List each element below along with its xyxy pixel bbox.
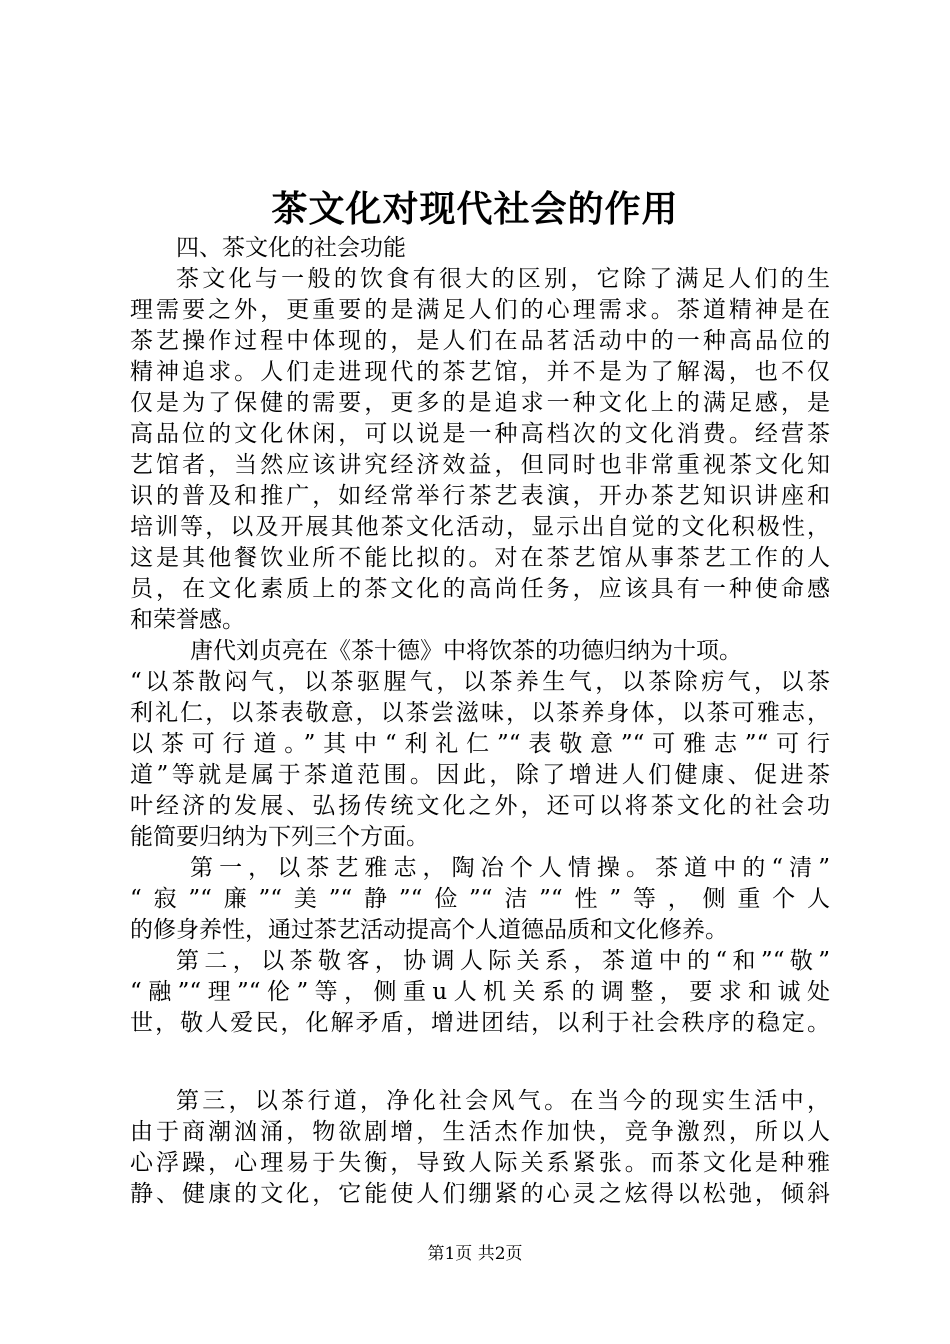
text-line: “融”“理”“伦”等，侧重u人机关系的调整，要求和诚处 [130, 979, 830, 1005]
text-line: 由于商潮汹涌，物欲剧增，生活杰作加快，竞争激烈，所以人 [130, 1119, 830, 1145]
blank-line [130, 1039, 830, 1086]
text-line: 利礼仁，以茶表敬意，以茶尝滋味，以茶养身体，以茶可雅志， [130, 700, 830, 726]
text-line: 第二，以茶敬客，协调人际关系，茶道中的“和”“敬” [176, 948, 830, 974]
document-body [130, 233, 830, 1210]
text-line: 第一，以茶艺雅志，陶冶个人情操。茶道中的“清” [190, 855, 830, 881]
text-line: 理需要之外，更重要的是满足人们的心理需求。茶道精神是在 [130, 297, 830, 323]
text-line: 道”等就是属于茶道范围。因此，除了增进人们健康、促进茶 [130, 762, 830, 788]
text-line: 和荣誉感。 [130, 607, 245, 633]
text-line: 精神追求。人们走进现代的茶艺馆，并不是为了解渴，也不仅 [130, 359, 830, 385]
section-heading: 四、茶文化的社会功能 [176, 235, 406, 261]
text-line: 识的普及和推广，如经常举行茶艺表演，开办茶艺知识讲座和 [130, 483, 830, 509]
text-line: 静、健康的文化，它能使人们绷紧的心灵之炫得以松弛，倾斜 [130, 1181, 830, 1207]
text-line: 的修身养性，通过茶艺活动提高个人道德品质和文化修养。 [130, 917, 728, 943]
text-line: 茶文化与一般的饮食有很大的区别，它除了满足人们的生 [176, 266, 830, 292]
text-line: 高品位的文化休闲，可以说是一种高档次的文化消费。经营茶 [130, 421, 830, 447]
text-line: 这是其他餐饮业所不能比拟的。对在茶艺馆从事茶艺工作的人 [130, 545, 830, 571]
text-line: “以茶散闷气，以茶驱腥气，以茶养生气，以茶除疠气，以茶 [130, 669, 830, 695]
text-line: 艺馆者，当然应该讲究经济效益，但同时也非常重视茶文化知 [130, 452, 830, 478]
text-line: 茶艺操作过程中体现的，是人们在品茗活动中的一种高品位的 [130, 328, 830, 354]
text-line: 叶经济的发展、弘扬传统文化之外，还可以将茶文化的社会功 [130, 793, 830, 819]
text-line: “寂”“廉”“美”“静”“俭”“洁”“性”等，侧重个人 [130, 886, 830, 912]
text-line: 仅是为了保健的需要，更多的是追求一种文化上的满足感，是 [130, 390, 830, 416]
text-line: 心浮躁，心理易于失衡，导致人际关系紧张。而茶文化是种雅 [130, 1150, 830, 1176]
document-title: 茶文化对现代社会的作用 [271, 188, 679, 230]
text-line: 培训等，以及开展其他茶文化活动，显示出自觉的文化积极性， [130, 514, 830, 540]
text-line: 能简要归纳为下列三个方面。 [130, 824, 429, 850]
page-footer: 第1页 共2页 [427, 1244, 523, 1264]
text-line: 第三，以茶行道，净化社会风气。在当今的现实生活中， [176, 1088, 830, 1114]
text-line: 以茶可行道。”其中“利礼仁”“表敬意”“可雅志”“可行 [130, 731, 830, 757]
text-line: 世，敬人爱民，化解矛盾，增进团结，以利于社会秩序的稳定。 [130, 1010, 830, 1036]
text-line: 员，在文化素质上的茶文化的高尚任务，应该具有一种使命感 [130, 576, 830, 602]
text-line: 唐代刘贞亮在《茶十德》中将饮茶的功德归纳为十项。 [190, 638, 742, 664]
